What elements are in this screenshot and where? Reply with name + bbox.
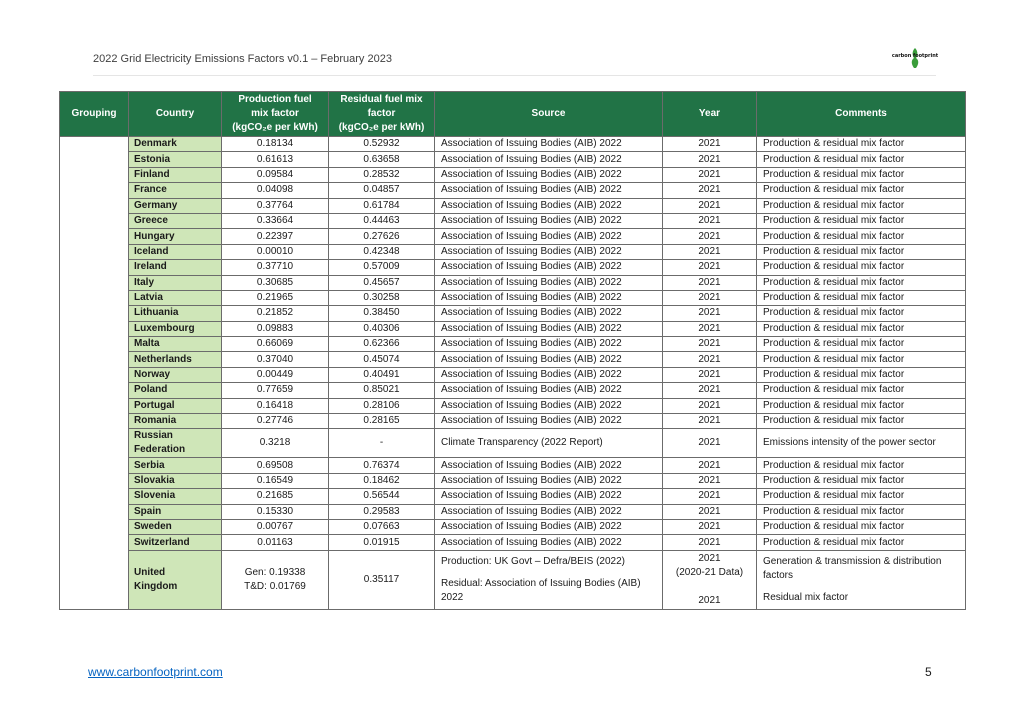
production-factor-cell [222, 550, 329, 609]
production-factor-cell-line: T&D: 0.01769 [244, 580, 306, 592]
country-cell: Netherlands [129, 352, 222, 367]
col-header-comments: Comments [757, 92, 966, 137]
country-cell: Malta [129, 337, 222, 352]
residual-factor-cell: 0.18462 [329, 473, 435, 488]
production-factor-cell: 0.22397 [222, 229, 329, 244]
production-factor-cell: 0.69508 [222, 458, 329, 473]
production-factor-cell: 0.21965 [222, 290, 329, 305]
country-cell: Spain [129, 504, 222, 519]
residual-factor-cell: 0.45657 [329, 275, 435, 290]
residual-factor-cell: 0.57009 [329, 260, 435, 275]
residual-factor-cell: 0.76374 [329, 458, 435, 473]
comments-cell: Production & residual mix factor [757, 519, 966, 534]
comments-cell: Production & residual mix factor [757, 473, 966, 488]
country-cell: Portugal [129, 398, 222, 413]
table-row [60, 352, 966, 367]
year-cell: 2021 [663, 398, 757, 413]
residual-factor-cell: 0.27626 [329, 229, 435, 244]
comments-cell: Production & residual mix factor [757, 337, 966, 352]
year-cell: 2021 [663, 229, 757, 244]
comments-cell: Production & residual mix factor [757, 198, 966, 213]
table-row [60, 429, 966, 458]
comments-cell: Production & residual mix factor [757, 137, 966, 152]
year-cell-line: 2021 [698, 594, 721, 606]
source-cell: Association of Issuing Bodies (AIB) 2022 [435, 458, 663, 473]
residual-factor-cell [329, 550, 435, 609]
country-cell-line: Kingdom [134, 580, 178, 592]
production-factor-cell: 0.04098 [222, 183, 329, 198]
table-row [60, 458, 966, 473]
table-row [60, 152, 966, 167]
residual-factor-cell: 0.62366 [329, 337, 435, 352]
production-factor-cell: 0.00010 [222, 244, 329, 259]
comments-cell: Emissions intensity of the power sector [757, 429, 966, 458]
country-cell: Germany [129, 198, 222, 213]
source-cell: Association of Issuing Bodies (AIB) 2022 [435, 414, 663, 429]
residual-factor-cell: 0.01915 [329, 535, 435, 550]
residual-factor-cell-line: 0.35117 [363, 573, 400, 585]
source-cell: Association of Issuing Bodies (AIB) 2022 [435, 504, 663, 519]
production-factor-cell: 0.33664 [222, 213, 329, 228]
col-header-grouping: Grouping [60, 92, 129, 137]
year-cell: 2021 [663, 290, 757, 305]
residual-factor-cell: 0.04857 [329, 183, 435, 198]
table-row [60, 535, 966, 550]
country-cell: Slovakia [129, 473, 222, 488]
header-divider [93, 75, 936, 76]
year-cell: 2021 [663, 260, 757, 275]
source-cell: Association of Issuing Bodies (AIB) 2022 [435, 137, 663, 152]
table-row-united-kingdom [60, 550, 966, 609]
production-factor-cell: 0.21852 [222, 306, 329, 321]
table-row [60, 229, 966, 244]
source-cell: Association of Issuing Bodies (AIB) 2022 [435, 167, 663, 182]
table-row [60, 504, 966, 519]
table-row [60, 398, 966, 413]
production-factor-cell: 0.77659 [222, 383, 329, 398]
country-cell: Hungary [129, 229, 222, 244]
year-cell: 2021 [663, 519, 757, 534]
production-factor-cell: 0.18134 [222, 137, 329, 152]
residual-factor-cell: 0.40491 [329, 367, 435, 382]
production-factor-cell: 0.01163 [222, 535, 329, 550]
table-header-row [60, 92, 966, 137]
year-cell: 2021 [663, 198, 757, 213]
page-number: 5 [925, 665, 932, 679]
carbon-footprint-logo [891, 46, 939, 70]
comments-cell: Production & residual mix factor [757, 244, 966, 259]
residual-factor-cell: 0.28106 [329, 398, 435, 413]
year-cell: 2021 [663, 213, 757, 228]
country-cell: Romania [129, 414, 222, 429]
source-cell: Association of Issuing Bodies (AIB) 2022 [435, 260, 663, 275]
production-factor-cell: 0.37710 [222, 260, 329, 275]
table-row [60, 321, 966, 336]
year-cell: 2021 [663, 337, 757, 352]
production-factor-cell: 0.66069 [222, 337, 329, 352]
residual-header-line3: (kgCO₂e per kWh) [338, 122, 425, 133]
col-header-country: Country [129, 92, 222, 137]
residual-factor-cell: 0.38450 [329, 306, 435, 321]
comments-cell: Production & residual mix factor [757, 458, 966, 473]
col-header-residual [329, 92, 435, 137]
production-header-line3: (kgCO₂e per kWh) [232, 122, 318, 133]
production-factor-cell: 0.37040 [222, 352, 329, 367]
source-cell: Association of Issuing Bodies (AIB) 2022 [435, 337, 663, 352]
source-cell: Association of Issuing Bodies (AIB) 2022 [435, 352, 663, 367]
production-factor-cell: 0.37764 [222, 198, 329, 213]
table-row [60, 367, 966, 382]
residual-factor-cell: 0.52932 [329, 137, 435, 152]
comments-cell-line: Generation & transmission & distribution factors [763, 555, 942, 581]
production-factor-cell: 0.09883 [222, 321, 329, 336]
comments-cell: Production & residual mix factor [757, 290, 966, 305]
year-cell: 2021 [663, 504, 757, 519]
production-factor-cell: 0.21685 [222, 489, 329, 504]
comments-cell: Production & residual mix factor [757, 535, 966, 550]
source-cell: Association of Issuing Bodies (AIB) 2022 [435, 290, 663, 305]
table-row [60, 337, 966, 352]
country-cell: Italy [129, 275, 222, 290]
residual-factor-cell: 0.45074 [329, 352, 435, 367]
production-factor-cell-line: Gen: 0.19338 [244, 566, 306, 578]
source-cell: Association of Issuing Bodies (AIB) 2022 [435, 229, 663, 244]
residual-factor-cell: 0.42348 [329, 244, 435, 259]
comments-cell: Production & residual mix factor [757, 414, 966, 429]
table-row [60, 183, 966, 198]
production-factor-cell: 0.16549 [222, 473, 329, 488]
source-cell [435, 550, 663, 609]
residual-factor-cell: 0.61784 [329, 198, 435, 213]
year-cell: 2021 [663, 473, 757, 488]
residual-header-line2: factor [367, 108, 396, 119]
source-cell-line: Residual: Association of Issuing Bodies (AIB) 2022 [441, 577, 641, 603]
production-factor-cell: 0.00449 [222, 367, 329, 382]
table-row [60, 290, 966, 305]
residual-factor-cell: 0.29583 [329, 504, 435, 519]
year-cell: 2021 [663, 489, 757, 504]
comments-cell: Production & residual mix factor [757, 183, 966, 198]
country-cell: Russian Federation [129, 429, 222, 458]
comments-cell: Production & residual mix factor [757, 504, 966, 519]
table-row [60, 306, 966, 321]
country-cell: Switzerland [129, 535, 222, 550]
residual-factor-cell: 0.30258 [329, 290, 435, 305]
table-row [60, 489, 966, 504]
table-row [60, 213, 966, 228]
table-row [60, 275, 966, 290]
country-cell: Latvia [129, 290, 222, 305]
country-cell: Denmark [129, 137, 222, 152]
source-cell: Association of Issuing Bodies (AIB) 2022 [435, 383, 663, 398]
table-row [60, 198, 966, 213]
comments-cell [757, 550, 966, 609]
comments-cell: Production & residual mix factor [757, 275, 966, 290]
production-factor-cell: 0.3218 [222, 429, 329, 458]
year-cell: 2021 [663, 244, 757, 259]
year-cell: 2021 [663, 352, 757, 367]
production-factor-cell: 0.61613 [222, 152, 329, 167]
comments-cell-line: Residual mix factor [763, 591, 849, 603]
table-row [60, 244, 966, 259]
country-cell: Ireland [129, 260, 222, 275]
country-cell: Estonia [129, 152, 222, 167]
source-cell: Climate Transparency (2022 Report) [435, 429, 663, 458]
comments-cell: Production & residual mix factor [757, 213, 966, 228]
comments-cell: Production & residual mix factor [757, 489, 966, 504]
emissions-factors-table [59, 91, 966, 610]
col-header-source: Source [435, 92, 663, 137]
country-cell: Lithuania [129, 306, 222, 321]
table-row [60, 167, 966, 182]
production-factor-cell: 0.30685 [222, 275, 329, 290]
year-cell: 2021 [663, 367, 757, 382]
table-row [60, 473, 966, 488]
year-cell: 2021 [663, 383, 757, 398]
residual-factor-cell: 0.07663 [329, 519, 435, 534]
production-factor-cell: 0.15330 [222, 504, 329, 519]
year-cell [663, 550, 757, 609]
year-cell: 2021 [663, 152, 757, 167]
production-header-line1: Production fuel [238, 94, 312, 105]
production-factor-cell: 0.00767 [222, 519, 329, 534]
country-cell: Serbia [129, 458, 222, 473]
country-cell-line: United [134, 566, 166, 578]
year-cell: 2021 [663, 429, 757, 458]
year-cell: 2021 [663, 167, 757, 182]
source-cell: Association of Issuing Bodies (AIB) 2022 [435, 183, 663, 198]
country-cell: Poland [129, 383, 222, 398]
source-cell: Association of Issuing Bodies (AIB) 2022 [435, 275, 663, 290]
residual-factor-cell: 0.56544 [329, 489, 435, 504]
comments-cell: Production & residual mix factor [757, 167, 966, 182]
source-cell: Association of Issuing Bodies (AIB) 2022 [435, 535, 663, 550]
residual-factor-cell: - [329, 429, 435, 458]
country-cell: Iceland [129, 244, 222, 259]
year-cell: 2021 [663, 137, 757, 152]
country-cell [129, 550, 222, 609]
source-cell: Association of Issuing Bodies (AIB) 2022 [435, 398, 663, 413]
source-cell: Association of Issuing Bodies (AIB) 2022 [435, 152, 663, 167]
country-cell: Finland [129, 167, 222, 182]
source-cell: Association of Issuing Bodies (AIB) 2022 [435, 306, 663, 321]
residual-header-line1: Residual fuel mix [340, 94, 423, 105]
table-row [60, 260, 966, 275]
comments-cell: Production & residual mix factor [757, 321, 966, 336]
table-row [60, 137, 966, 152]
col-header-year: Year [663, 92, 757, 137]
country-cell: Luxembourg [129, 321, 222, 336]
comments-cell: Production & residual mix factor [757, 152, 966, 167]
country-cell: Sweden [129, 519, 222, 534]
comments-cell: Production & residual mix factor [757, 352, 966, 367]
production-factor-cell: 0.27746 [222, 414, 329, 429]
country-cell: Norway [129, 367, 222, 382]
year-cell: 2021 [663, 458, 757, 473]
country-cell: Greece [129, 213, 222, 228]
production-factor-cell: 0.16418 [222, 398, 329, 413]
residual-factor-cell: 0.85021 [329, 383, 435, 398]
grouping-cell [60, 137, 129, 610]
source-cell: Association of Issuing Bodies (AIB) 2022 [435, 489, 663, 504]
year-cell: 2021 [663, 321, 757, 336]
country-cell: France [129, 183, 222, 198]
comments-cell: Production & residual mix factor [757, 229, 966, 244]
residual-factor-cell: 0.63658 [329, 152, 435, 167]
comments-cell: Production & residual mix factor [757, 260, 966, 275]
source-cell: Association of Issuing Bodies (AIB) 2022 [435, 198, 663, 213]
document-header-title: 2022 Grid Electricity Emissions Factors v0.1 – February 2023 [93, 53, 392, 65]
table-row [60, 414, 966, 429]
table-row [60, 383, 966, 398]
source-cell: Association of Issuing Bodies (AIB) 2022 [435, 473, 663, 488]
production-header-line2: mix factor [251, 108, 299, 119]
year-cell: 2021 [663, 535, 757, 550]
source-cell-line: Production: UK Govt – Defra/BEIS (2022) [441, 555, 625, 567]
table-row [60, 519, 966, 534]
col-header-production [222, 92, 329, 137]
comments-cell: Production & residual mix factor [757, 383, 966, 398]
year-cell: 2021 [663, 306, 757, 321]
residual-factor-cell: 0.40306 [329, 321, 435, 336]
production-factor-cell: 0.09584 [222, 167, 329, 182]
source-cell: Association of Issuing Bodies (AIB) 2022 [435, 367, 663, 382]
footer-website-link[interactable]: www.carbonfootprint.com [88, 665, 223, 679]
comments-cell: Production & residual mix factor [757, 367, 966, 382]
source-cell: Association of Issuing Bodies (AIB) 2022 [435, 321, 663, 336]
year-cell-line: 2021 [698, 552, 721, 564]
year-cell: 2021 [663, 275, 757, 290]
year-cell: 2021 [663, 414, 757, 429]
source-cell: Association of Issuing Bodies (AIB) 2022 [435, 213, 663, 228]
logo-text: carbon footprint [891, 53, 939, 59]
residual-factor-cell: 0.28532 [329, 167, 435, 182]
residual-factor-cell: 0.44463 [329, 213, 435, 228]
year-cell: 2021 [663, 183, 757, 198]
comments-cell: Production & residual mix factor [757, 398, 966, 413]
residual-factor-cell: 0.28165 [329, 414, 435, 429]
year-cell-line: (2020-21 Data) [675, 566, 744, 578]
comments-cell: Production & residual mix factor [757, 306, 966, 321]
source-cell: Association of Issuing Bodies (AIB) 2022 [435, 519, 663, 534]
country-cell: Slovenia [129, 489, 222, 504]
source-cell: Association of Issuing Bodies (AIB) 2022 [435, 244, 663, 259]
